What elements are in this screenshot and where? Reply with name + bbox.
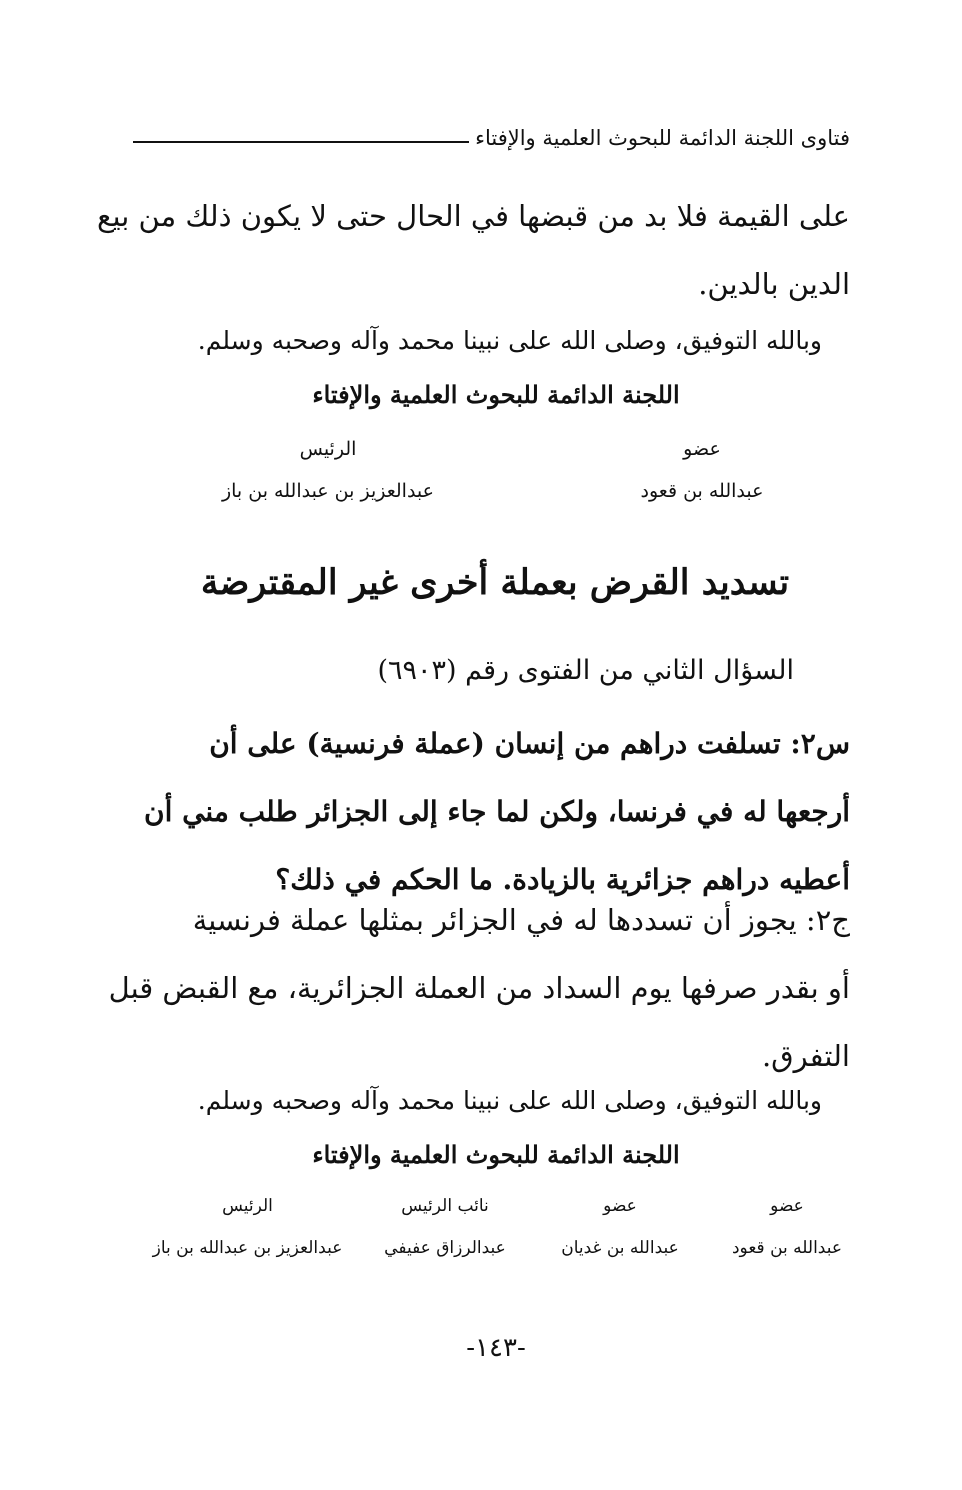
signatory-role: نائب الرئيس [401, 1196, 489, 1216]
fatwa-2-signatory-member-2 [535, 1196, 705, 1258]
fatwa-2-signatory-president [140, 1196, 355, 1258]
question-line: س٢: تسلفت دراهم من إنسان (عملة فرنسية) على أن [209, 727, 850, 760]
page-number: -١٤٣- [466, 1333, 526, 1363]
fatwa-2-question [138, 710, 850, 914]
fatwa-2-closing: وبالله التوفيق، وصلى الله على نبينا محمد وآله وصحبه وسلم. [197, 1086, 822, 1115]
question-line: أعطيه دراهم جزائرية بالزيادة. ما الحكم في ذلك؟ [275, 863, 850, 896]
fatwa-1-continuation [97, 182, 850, 318]
text-line: الدين بالدين. [698, 267, 850, 301]
signatory-role: عضو [683, 438, 721, 460]
fatwa-1-committee: اللجنة الدائمة للبحوث العلمية والإفتاء [312, 380, 680, 409]
signatory-role: عضو [770, 1196, 804, 1216]
fatwa-2-reference: السؤال الثاني من الفتوى رقم (٦٩٠٣) [377, 655, 794, 686]
answer-line: أو بقدر صرفها يوم السداد من العملة الجزائرية، مع القبض قبل [108, 971, 850, 1005]
answer-line: التفرق. [761, 1039, 850, 1073]
fatwa-2-committee: اللجنة الدائمة للبحوث العلمية والإفتاء [312, 1140, 680, 1169]
answer-line: ج٢: يجوز أن تسددها له في الجزائر بمثلها عملة فرنسية [192, 903, 850, 937]
signatory-role: الرئيس [222, 1196, 273, 1216]
signatory-name: عبدالله بن قعود [731, 1238, 842, 1258]
signatory-name: عبدالعزيز بن عبدالله بن باز [152, 1238, 343, 1258]
fatwa-1-signatory-member [602, 438, 802, 502]
fatwa-1-closing: وبالله التوفيق، وصلى الله على نبينا محمد وآله وصحبه وسلم. [197, 326, 822, 355]
signatory-role: عضو [603, 1196, 637, 1216]
fatwa-2-signatory-member-1 [712, 1196, 862, 1258]
signatory-name: عبدالله بن قعود [640, 480, 764, 502]
text-line: على القيمة فلا بد من قبضها في الحال حتى لا يكون ذلك من بيع [97, 199, 850, 233]
signatory-name: عبدالعزيز بن عبدالله بن باز [221, 480, 435, 502]
running-header-title: فتاوى اللجنة الدائمة للبحوث العلمية والإفتاء [475, 126, 850, 150]
signatory-name: عبدالله بن غديان [561, 1238, 679, 1258]
header-rule [133, 141, 469, 143]
fatwa-2-answer [108, 886, 850, 1090]
question-line: أرجعها له في فرنسا، ولكن لما جاء إلى الجزائر طلب مني أن [144, 795, 850, 828]
signatory-name: عبدالرزاق عفيفي [384, 1238, 506, 1258]
running-header [133, 116, 850, 150]
fatwa-2-heading: تسديد القرض بعملة أخرى غير المقترضة [200, 562, 790, 603]
fatwa-2-signatory-vice-president [365, 1196, 525, 1258]
signatory-role: الرئيس [299, 438, 357, 460]
fatwa-1-signatory-president [198, 438, 458, 502]
